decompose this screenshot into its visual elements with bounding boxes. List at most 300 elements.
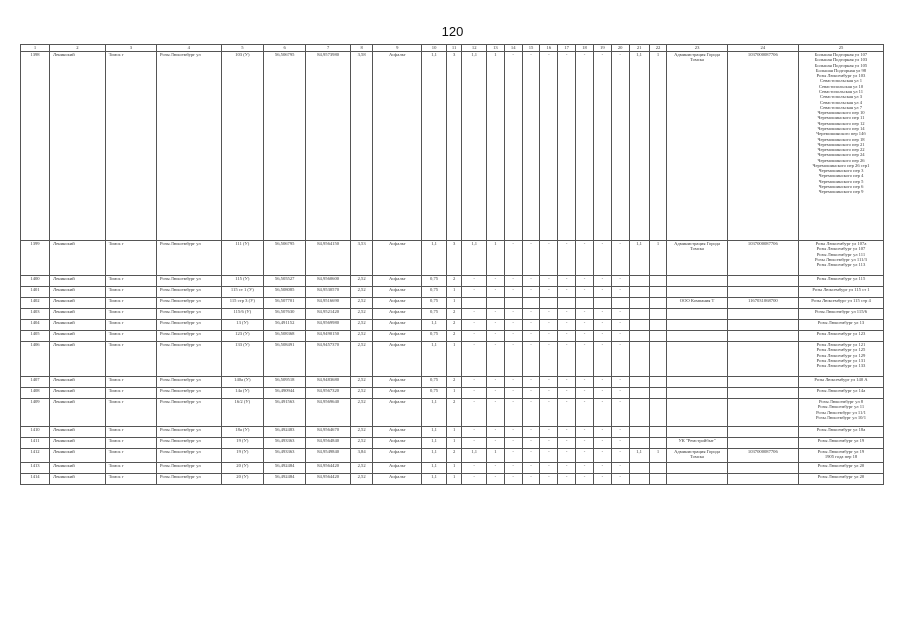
table-cell: Ленинский	[49, 427, 105, 438]
table-cell	[629, 427, 649, 438]
table-cell: 16/2 (У)	[221, 399, 263, 427]
table-cell: 1	[446, 474, 462, 485]
table-cell: 1408	[21, 388, 50, 399]
column-header: 6	[264, 45, 306, 52]
table-cell: 0,75	[422, 298, 447, 309]
table-cell: 1	[649, 449, 667, 463]
address-line: Черемошинского пер 12	[817, 120, 865, 126]
table-cell: -	[558, 241, 576, 276]
table-cell: -	[558, 52, 576, 241]
table-cell: 84,9564420	[306, 463, 351, 474]
table-cell: 1	[446, 298, 462, 309]
table-cell: Розы Люксембург ул	[157, 331, 222, 342]
column-header: 13	[486, 45, 504, 52]
table-cell: 1,1	[422, 463, 447, 474]
table-cell: -	[462, 320, 487, 331]
table-cell: Администрация Города Томска	[667, 241, 727, 276]
table-cell: Ленинский	[49, 342, 105, 377]
table-cell: -	[558, 427, 576, 438]
address-cell	[799, 342, 884, 377]
table-cell: -	[486, 309, 504, 320]
table-cell: 1413	[21, 463, 50, 474]
table-cell: -	[522, 309, 540, 320]
address-line: Черемошинского пер 22	[817, 147, 865, 153]
table-cell: -	[462, 463, 487, 474]
table-cell: 56,506795	[264, 241, 306, 276]
table-cell: 1	[446, 427, 462, 438]
address-cell	[799, 463, 884, 474]
address-cell	[799, 427, 884, 438]
table-cell: Розы Люксембург ул	[157, 342, 222, 377]
address-line: Розы Люксембург ул 125	[816, 347, 866, 353]
table-cell: 56,505527	[264, 276, 306, 287]
table-cell: Ленинский	[49, 287, 105, 298]
table-row	[21, 320, 884, 331]
table-cell: 103 (У)	[221, 52, 263, 241]
table-cell: Томск г	[105, 427, 156, 438]
table-cell: Ленинский	[49, 474, 105, 485]
table-cell: -	[540, 463, 558, 474]
table-row	[21, 287, 884, 298]
table-cell: Асфальт	[373, 331, 422, 342]
table-cell: -	[593, 331, 611, 342]
table-cell: -	[611, 52, 629, 241]
table-cell: -	[522, 449, 540, 463]
table-cell: 56,490944	[264, 388, 306, 399]
page-number: 120	[441, 24, 464, 39]
table-cell	[576, 298, 594, 309]
address-line: Розы Люксембург ул 18а	[816, 427, 866, 432]
column-header: 15	[522, 45, 540, 52]
table-cell	[540, 298, 558, 309]
table-cell	[667, 331, 727, 342]
address-line: Розы Люксембург ул 123	[816, 331, 866, 336]
table-cell: Томск г	[105, 298, 156, 309]
table-cell	[649, 438, 667, 449]
table-cell: 2,52	[350, 298, 372, 309]
table-cell: -	[576, 342, 594, 377]
address-line: Розы Люксембург ул 19	[817, 449, 865, 454]
table-cell: 84,9564420	[306, 474, 351, 485]
address-line: Розы Люксембург ул 11	[817, 404, 865, 410]
table-cell: 84,9549840	[306, 449, 351, 463]
table-cell: 84,9560600	[306, 276, 351, 287]
address-cell	[799, 331, 884, 342]
address-line: Розы Люксембург ул 107а	[815, 241, 867, 246]
table-cell: -	[462, 377, 487, 388]
address-line: Черемошинского пер 26 стр1	[812, 162, 870, 168]
table-cell: -	[593, 52, 611, 241]
table-cell: Томск г	[105, 342, 156, 377]
table-cell: -	[611, 320, 629, 331]
table-cell: -	[522, 463, 540, 474]
table-cell: 1407	[21, 377, 50, 388]
table-row	[21, 298, 884, 309]
table-cell: 84,9521420	[306, 309, 351, 320]
table-cell: -	[593, 388, 611, 399]
table-cell: -	[576, 309, 594, 320]
table-cell: 2	[446, 377, 462, 388]
table-cell: 2,52	[350, 342, 372, 377]
table-cell: -	[576, 399, 594, 427]
table-cell	[462, 298, 487, 309]
table-cell: Асфальт	[373, 427, 422, 438]
table-cell: Асфальт	[373, 463, 422, 474]
table-cell	[649, 276, 667, 287]
address-cell	[799, 276, 884, 287]
table-cell: Асфальт	[373, 241, 422, 276]
table-cell: -	[593, 276, 611, 287]
table-cell: -	[462, 474, 487, 485]
table-cell	[629, 388, 649, 399]
table-cell: 13 (У)	[221, 320, 263, 331]
table-cell: -	[540, 331, 558, 342]
column-header: 12	[462, 45, 487, 52]
table-row	[21, 438, 884, 449]
table-cell: 1,1	[629, 52, 649, 241]
table-cell	[667, 377, 727, 388]
table-cell: -	[462, 331, 487, 342]
table-cell: 0,75	[422, 388, 447, 399]
table-cell	[593, 298, 611, 309]
table-cell	[649, 427, 667, 438]
table-cell: -	[558, 287, 576, 298]
address-line: Черемошинского пер 10	[817, 110, 865, 116]
address-cell	[799, 474, 884, 485]
address-line: Розы Люксембург ул 121	[816, 342, 866, 347]
table-cell	[727, 342, 798, 377]
address-line: Большая Подгорная ул 105	[814, 62, 868, 68]
table-cell: 1,1	[422, 52, 447, 241]
table-cell: 0,75	[422, 309, 447, 320]
table-cell: -	[522, 377, 540, 388]
table-cell: 1398	[21, 52, 50, 241]
table-cell: -	[611, 241, 629, 276]
table-cell: 133 (У)	[221, 342, 263, 377]
table-cell: -	[540, 377, 558, 388]
address-line: Севастопольская ул 3	[820, 94, 863, 100]
table-cell	[667, 388, 727, 399]
table-cell: 2,52	[350, 388, 372, 399]
table-cell: 1,1	[422, 449, 447, 463]
table-cell: Ленинский	[49, 449, 105, 463]
table-cell: -	[611, 463, 629, 474]
table-cell: 1037000087706	[727, 52, 798, 241]
table-cell: -	[540, 449, 558, 463]
address-line: Большая Подгорная ул 103	[814, 57, 868, 63]
address-line: Розы Люксембург ул 103	[816, 73, 866, 79]
table-cell: Томск г	[105, 241, 156, 276]
table-cell	[558, 298, 576, 309]
table-cell: -	[558, 331, 576, 342]
table-cell: 111 (У)	[221, 241, 263, 276]
table-cell	[629, 309, 649, 320]
table-cell: -	[522, 342, 540, 377]
table-cell: -	[593, 449, 611, 463]
table-cell: -	[593, 309, 611, 320]
table-cell: -	[576, 287, 594, 298]
table-cell: -	[540, 309, 558, 320]
table-cell: -	[522, 438, 540, 449]
table-cell: -	[576, 449, 594, 463]
table-cell: -	[540, 438, 558, 449]
table-cell: -	[504, 438, 522, 449]
address-line: Черемошинского пер 9	[818, 189, 864, 195]
table-cell: -	[593, 287, 611, 298]
table-cell	[667, 287, 727, 298]
table-cell: 2,52	[350, 474, 372, 485]
table-cell	[629, 463, 649, 474]
table-cell: 1,1	[422, 241, 447, 276]
table-cell: 1403	[21, 309, 50, 320]
table-cell	[629, 276, 649, 287]
table-cell: -	[540, 342, 558, 377]
address-line: Розы Люксембург ул 140 А	[814, 377, 868, 382]
table-cell: -	[486, 463, 504, 474]
address-line: Розы Люксембург ул 113	[816, 262, 866, 268]
table-cell: -	[611, 331, 629, 342]
table-cell: 56,508491	[264, 342, 306, 377]
table-cell: -	[462, 399, 487, 427]
table-cell: 56,492484	[264, 463, 306, 474]
header-row	[21, 45, 884, 52]
address-cell	[799, 298, 884, 309]
table-cell	[727, 474, 798, 485]
table-cell: 84,9567320	[306, 388, 351, 399]
table-cell: 115 стр 3 (У)	[221, 298, 263, 309]
table-cell: 2,52	[350, 331, 372, 342]
table-cell: Томск г	[105, 320, 156, 331]
table-cell	[649, 320, 667, 331]
table-cell: -	[504, 427, 522, 438]
table-cell: -	[486, 377, 504, 388]
table-cell	[649, 309, 667, 320]
table-cell: -	[540, 241, 558, 276]
table-cell: -	[611, 287, 629, 298]
address-line: Розы Люксембург ул 131	[816, 357, 866, 363]
table-cell: 19 (У)	[221, 449, 263, 463]
table-cell: 115 (У)	[221, 276, 263, 287]
table-cell: -	[576, 276, 594, 287]
table-cell: -	[504, 342, 522, 377]
column-header: 9	[373, 45, 422, 52]
table-cell: -	[486, 276, 504, 287]
table-cell: -	[540, 276, 558, 287]
table-cell: 56,493363	[264, 438, 306, 449]
address-line: Черемошинского пер 24	[817, 152, 865, 158]
table-cell	[667, 309, 727, 320]
address-line: Розы Люксембург ул 13	[817, 320, 865, 325]
table-cell: 56,507630	[264, 309, 306, 320]
table-cell	[667, 427, 727, 438]
table-cell: 140а (У)	[221, 377, 263, 388]
table-cell: -	[504, 463, 522, 474]
table-cell: Ленинский	[49, 320, 105, 331]
table-cell: 1	[486, 52, 504, 241]
table-row	[21, 463, 884, 474]
table-cell: 2	[446, 449, 462, 463]
table-cell: Администрация Города Томска	[667, 449, 727, 463]
table-cell: 1	[649, 241, 667, 276]
table-cell: 1	[486, 241, 504, 276]
column-header: 14	[504, 45, 522, 52]
table-cell	[727, 388, 798, 399]
table-row	[21, 377, 884, 388]
table-cell: 56,507701	[264, 298, 306, 309]
table-cell: Асфальт	[373, 474, 422, 485]
table-cell: 1,1	[422, 399, 447, 427]
column-header: 23	[667, 45, 727, 52]
table-cell	[727, 438, 798, 449]
address-line: Розы Люксембург ул 20	[817, 463, 865, 468]
table-cell: -	[462, 438, 487, 449]
table-cell: 1037000087706	[727, 241, 798, 276]
table-cell: Асфальт	[373, 438, 422, 449]
table-cell: 2,52	[350, 320, 372, 331]
address-line: Черемошинского пер 4	[818, 173, 864, 179]
table-cell	[667, 276, 727, 287]
table-cell: Розы Люксембург ул	[157, 287, 222, 298]
table-cell: -	[462, 309, 487, 320]
table-cell: 1,1	[629, 241, 649, 276]
table-cell: Томск г	[105, 377, 156, 388]
table-cell: -	[540, 427, 558, 438]
address-line: Большая Подгорная ул 107	[814, 52, 868, 57]
table-cell: 2	[446, 276, 462, 287]
table-cell: 1411	[21, 438, 50, 449]
table-cell: Томск г	[105, 449, 156, 463]
table-cell	[629, 474, 649, 485]
table-row	[21, 388, 884, 399]
table-cell: -	[504, 331, 522, 342]
registry-table	[20, 44, 884, 485]
table-cell: -	[558, 438, 576, 449]
address-cell	[799, 388, 884, 399]
table-cell: 1	[446, 388, 462, 399]
table-cell: 2,52	[350, 287, 372, 298]
table-cell: -	[593, 241, 611, 276]
table-cell: -	[611, 342, 629, 377]
table-cell: Розы Люксембург ул	[157, 427, 222, 438]
table-cell	[727, 399, 798, 427]
table-cell	[629, 331, 649, 342]
table-cell	[667, 342, 727, 377]
table-cell: 1	[486, 449, 504, 463]
table-cell	[667, 399, 727, 427]
table-row	[21, 309, 884, 320]
table-cell: -	[611, 438, 629, 449]
address-line: Розы Люксембург ул 8	[818, 399, 864, 404]
table-cell: Асфальт	[373, 309, 422, 320]
table-cell: -	[522, 331, 540, 342]
table-cell: Администрация Города Томска	[667, 52, 727, 241]
table-cell: 56,506795	[264, 52, 306, 241]
table-cell	[727, 287, 798, 298]
table-cell: 1,1	[462, 52, 487, 241]
address-line: Черемошинского пер 14б	[816, 131, 866, 137]
table-cell: 84,9530570	[306, 287, 351, 298]
column-header: 25	[799, 45, 884, 52]
address-line: Севастопольская ул 1	[820, 78, 863, 84]
table-cell: Ленинский	[49, 399, 105, 427]
table-cell: -	[593, 463, 611, 474]
table-cell: 2,52	[350, 427, 372, 438]
table-cell: -	[558, 320, 576, 331]
table-cell: 84,9573980	[306, 52, 351, 241]
address-line: Черемошинского пер 3	[818, 168, 864, 174]
table-cell: -	[522, 320, 540, 331]
table-cell: Асфальт	[373, 342, 422, 377]
table-cell: 1410	[21, 427, 50, 438]
table-cell: -	[486, 474, 504, 485]
table-row	[21, 331, 884, 342]
table-cell: Асфальт	[373, 449, 422, 463]
table-cell: 1,1	[462, 449, 487, 463]
table-cell: 56,491563	[264, 399, 306, 427]
table-cell: 3	[446, 241, 462, 276]
table-cell: Розы Люксембург ул	[157, 241, 222, 276]
table-cell: -	[462, 388, 487, 399]
table-cell: -	[558, 463, 576, 474]
table-cell: -	[504, 399, 522, 427]
table-cell: 2,52	[350, 377, 372, 388]
table-cell: -	[486, 331, 504, 342]
table-cell: -	[504, 320, 522, 331]
table-cell: 56,492484	[264, 474, 306, 485]
table-cell: -	[486, 320, 504, 331]
table-cell: Розы Люксембург ул	[157, 320, 222, 331]
table-cell	[649, 331, 667, 342]
table-cell: 18а (У)	[221, 427, 263, 438]
table-cell	[629, 298, 649, 309]
table-cell: Томск г	[105, 399, 156, 427]
table-cell: Ленинский	[49, 52, 105, 241]
table-cell: -	[611, 276, 629, 287]
address-cell	[799, 399, 884, 427]
table-cell: 1402	[21, 298, 50, 309]
table-cell: -	[462, 287, 487, 298]
table-cell: -	[558, 449, 576, 463]
table-cell: 1400	[21, 276, 50, 287]
table-cell: -	[558, 399, 576, 427]
table-cell	[727, 276, 798, 287]
table-row	[21, 427, 884, 438]
table-cell	[727, 331, 798, 342]
table-cell: 1,1	[422, 427, 447, 438]
table-cell: -	[611, 377, 629, 388]
address-line: Севастопольская ул 4	[820, 99, 863, 105]
table-cell: 1,1	[462, 241, 487, 276]
table-cell: -	[462, 276, 487, 287]
table-cell: 14а (У)	[221, 388, 263, 399]
table-row	[21, 474, 884, 485]
table-cell: -	[486, 287, 504, 298]
column-header: 20	[611, 45, 629, 52]
address-line: Черемошинского пер 6	[818, 184, 864, 190]
table-row	[21, 449, 884, 463]
column-header: 19	[593, 45, 611, 52]
table-cell: Асфальт	[373, 52, 422, 241]
table-cell	[629, 287, 649, 298]
address-line: Розы Люксембург ул 20	[817, 474, 865, 479]
table-cell	[649, 399, 667, 427]
table-cell: -	[576, 427, 594, 438]
address-line: Розы Люксембург ул 11/1	[816, 409, 866, 415]
address-line: Севастопольская ул 10	[818, 83, 864, 89]
table-cell	[649, 342, 667, 377]
table-cell: 20 (У)	[221, 463, 263, 474]
table-cell	[629, 342, 649, 377]
